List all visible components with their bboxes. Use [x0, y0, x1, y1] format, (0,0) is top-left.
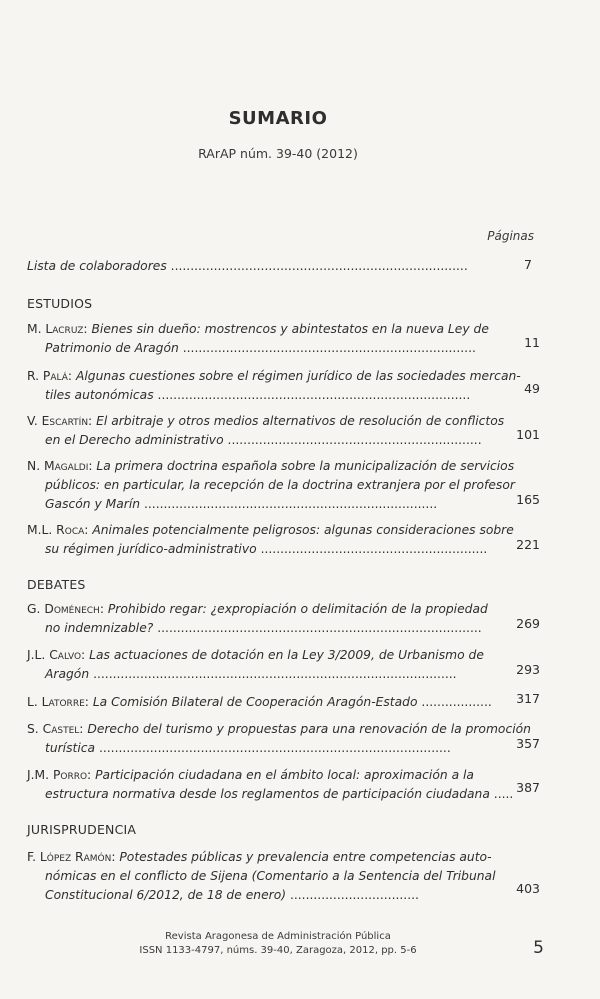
entry-title-line1: Las actuaciones de dotación en la Ley 3/2009, de Urbanismo de [89, 648, 484, 662]
journal-issue: RArAP núm. 39-40 (2012) [198, 146, 358, 161]
entry-author: M. Lacruz: [27, 322, 88, 336]
entry-title-line1: Participación ciudadana en el ámbito local: aproximación a la [95, 768, 474, 782]
entry-title-line1: La Comisión Bilateral de Cooperación Aragón-Estado [92, 695, 418, 709]
entry-page: 165 [516, 492, 540, 507]
dot-leader: ............................................................................ [170, 259, 468, 273]
entry-page: 403 [516, 881, 540, 896]
entry-author: N. Magaldi: [27, 459, 93, 473]
entry-title-line2: en el Derecho administrativo [45, 433, 224, 447]
entry-title-line2: públicos: en particular, la recepción de la doctrina extranjera por el profesor [45, 478, 515, 492]
journal-name: Revista Aragonesa de Administración Pública [165, 931, 391, 942]
dot-leader: ................................................................. [227, 433, 482, 447]
dot-leader: ............................................................................................. [93, 667, 457, 681]
section-heading-jurisprudencia: JURISPRUDENCIA [27, 822, 137, 837]
entry-title-line1: El arbitraje y otros medios alternativos de resolución de conflictos [96, 414, 505, 428]
entry-page: 387 [516, 780, 540, 795]
dot-leader: ........................................................................... [143, 497, 438, 511]
entry-author: F. López Ramón: [27, 850, 116, 864]
entry-title-line2: Aragón [45, 667, 90, 681]
issn-line: ISSN 1133-4797, núms. 39-40, Zaragoza, 2012, pp. 5-6 [139, 945, 417, 956]
entry-author: V. Escartín: [27, 414, 93, 428]
entry-page: 357 [516, 736, 540, 751]
journal-footer [0, 930, 556, 958]
entry-title-line3: Constitucional 6/2012, de 18 de enero) [45, 888, 287, 902]
dot-leader: ................................. [289, 888, 419, 902]
entry-author: M.L. Roca: [27, 523, 89, 537]
entry-page: 293 [516, 662, 540, 677]
entry-author: G. Doménech: [27, 602, 104, 616]
entry-title: Lista de colaboradores [27, 259, 167, 273]
dot-leader: .......................................................................................... [98, 741, 451, 755]
entry-title-line2: estructura normativa desde los reglamentos de participación ciudadana [45, 787, 490, 801]
entry-title-line2: no indemnizable? [45, 621, 154, 635]
entry-title-line2: nómicas en el conflicto de Sijena (Comentario a la Sentencia del Tribunal [45, 869, 496, 883]
entry-page: 269 [516, 616, 540, 631]
entry-title-line1: Animales potencialmente peligrosos: algunas consideraciones sobre [92, 523, 514, 537]
entry-page: 101 [516, 427, 540, 442]
entry-author: L. Latorre: [27, 695, 89, 709]
dot-leader: .......................................................... [260, 542, 488, 556]
entry-title-line1: Algunas cuestiones sobre el régimen jurídico de las sociedades mercan- [75, 369, 521, 383]
entry-page: 11 [524, 335, 540, 350]
entry-title-line2: tiles autonómicas [45, 388, 154, 402]
entry-title-line3: Gascón y Marín [45, 497, 141, 511]
entry-page: 7 [524, 257, 532, 272]
entry-title-line2: su régimen jurídico-administrativo [45, 542, 257, 556]
page-title: SUMARIO [228, 108, 328, 129]
page-number: 5 [533, 938, 544, 958]
entry-title-line1: Derecho del turismo y propuestas para una renovación de la promoción [87, 722, 531, 736]
dot-leader: ........................................................................... [182, 341, 476, 355]
dot-leader: ..... [493, 787, 514, 801]
entry-author: S. Castel: [27, 722, 84, 736]
entry-page: 221 [516, 537, 540, 552]
entry-page: 49 [524, 381, 540, 396]
entry-title-line1: La primera doctrina española sobre la municipalización de servicios [96, 459, 515, 473]
dot-leader: ................................................................................... [157, 621, 482, 635]
entry-title-line2: turística [45, 741, 96, 755]
section-heading-debates: DEBATES [27, 577, 86, 592]
entry-author: J.L. Calvo: [27, 648, 86, 662]
entry-title-line1: Potestades públicas y prevalencia entre competencias auto- [119, 850, 492, 864]
entry-title-line1: Prohibido regar: ¿expropiación o delimitación de la propiedad [107, 602, 488, 616]
dot-leader: ................................................................................ [157, 388, 471, 402]
entry-title-line2: Patrimonio de Aragón [45, 341, 179, 355]
entry-page: 317 [516, 691, 540, 706]
entry-title-line1: Bienes sin dueño: mostrencos y abintestatos en la nueva Ley de [91, 322, 489, 336]
entry-author: R. Palá: [27, 369, 73, 383]
pages-column-label: Páginas [487, 229, 534, 243]
entry-author: J.M. Porro: [27, 768, 92, 782]
section-heading-estudios: ESTUDIOS [27, 296, 93, 311]
dot-leader: .................. [421, 695, 492, 709]
